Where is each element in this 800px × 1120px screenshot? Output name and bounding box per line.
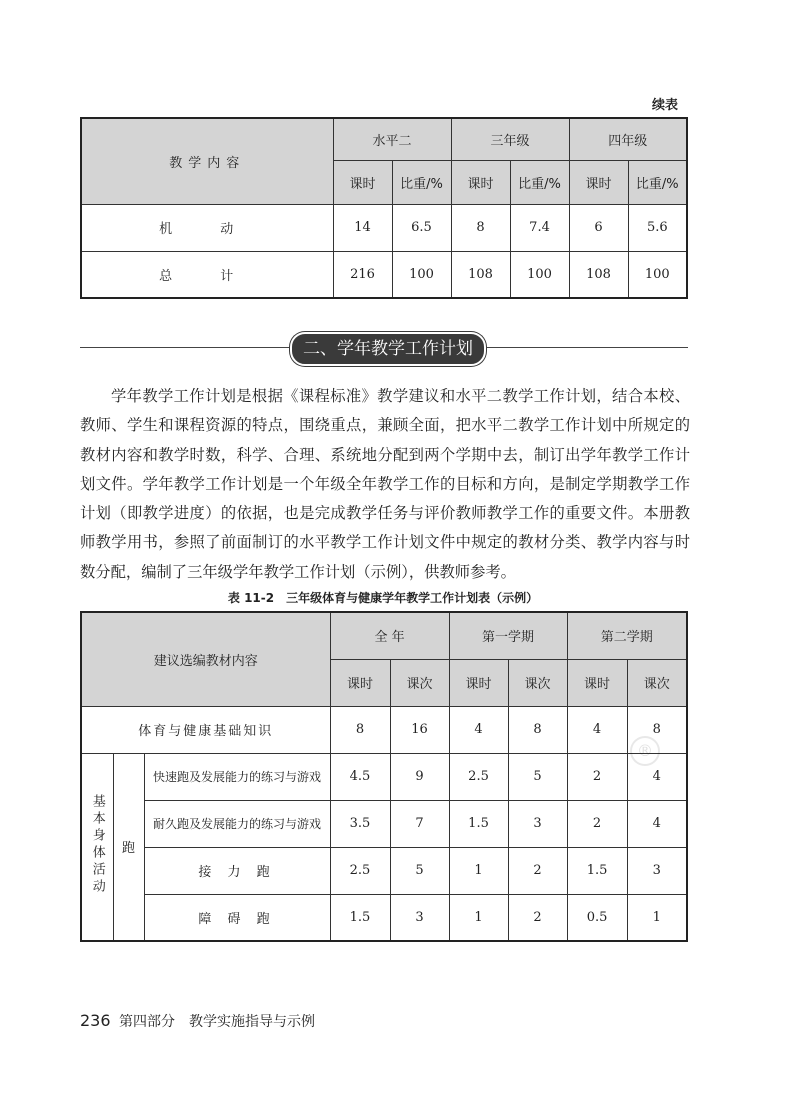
- cell: 216: [333, 251, 392, 298]
- cell: 108: [451, 251, 510, 298]
- row-label: 接 力 跑: [144, 847, 330, 894]
- cell: 7: [390, 800, 449, 847]
- cell: 7.4: [510, 204, 569, 251]
- cell: 108: [569, 251, 628, 298]
- cell: 1.5: [567, 847, 627, 894]
- cell: 8: [451, 204, 510, 251]
- cell: 5.6: [628, 204, 687, 251]
- cell: 1.5: [449, 800, 508, 847]
- cell: 4: [627, 753, 687, 800]
- table2-row-header: 建议选编教材内容: [81, 612, 330, 706]
- section-title: 二、学年教学工作计划: [290, 332, 486, 366]
- cell: 4: [449, 706, 508, 753]
- cell: 2: [508, 847, 567, 894]
- cell: 2: [508, 894, 567, 941]
- cell: 8: [627, 706, 687, 753]
- cell: 4: [627, 800, 687, 847]
- cell: 0.5: [567, 894, 627, 941]
- cell: 2: [567, 753, 627, 800]
- table2-group-header: 全 年: [330, 612, 449, 659]
- cell: 8: [508, 706, 567, 753]
- table1-group-header: 三年级: [451, 118, 569, 160]
- cell: 1: [627, 894, 687, 941]
- row-label: 机 动: [81, 204, 333, 251]
- row-label: 快速跑及发展能力的练习与游戏: [144, 753, 330, 800]
- page-number: 236: [80, 1011, 111, 1030]
- continued-label: 续表: [652, 98, 679, 113]
- cell: 4.5: [330, 753, 390, 800]
- category-cell: [81, 753, 113, 941]
- cell: 1.5: [330, 894, 390, 941]
- table1-sub-header: 比重/%: [392, 160, 451, 204]
- cell: 5: [390, 847, 449, 894]
- cell: 5: [508, 753, 567, 800]
- table1-group-header: 四年级: [569, 118, 687, 160]
- cell: 100: [392, 251, 451, 298]
- cell: 1: [449, 847, 508, 894]
- cell: 9: [390, 753, 449, 800]
- table-continued: [80, 117, 688, 299]
- cell: 100: [510, 251, 569, 298]
- table2-sub-header: 课时: [567, 659, 627, 706]
- table-row: [81, 204, 687, 251]
- cell: 2: [567, 800, 627, 847]
- cell: 2.5: [330, 847, 390, 894]
- subcategory-cell: 跑: [113, 753, 144, 941]
- table-caption: 表 11-2 三年级体育与健康学年教学工作计划表（示例）: [227, 591, 539, 605]
- table-row: [81, 800, 687, 847]
- table2-sub-header: 课时: [330, 659, 390, 706]
- cell: 16: [390, 706, 449, 753]
- table2-sub-header: 课次: [508, 659, 567, 706]
- cell: 14: [333, 204, 392, 251]
- table-annual-plan: [80, 611, 688, 942]
- table-row: [81, 753, 687, 800]
- row-label: 总 计: [81, 251, 333, 298]
- table1-sub-header: 课时: [569, 160, 628, 204]
- cell: 3: [508, 800, 567, 847]
- cell: 6: [569, 204, 628, 251]
- body-paragraph: 学年教学工作计划是根据《课程标准》教学建议和水平二教学工作计划，结合本校、教师、学生和课程资源的特点，围绕重点，兼顾全面，把水平二教学工作计划中所规定的教材内容和教学时数，科学、合理、系统地分配到两个学期中去，制订出学年教学工作计划文件。学年教学工作计划是一个年级全年教学工作的目标和方向，是制定学期教学工作计划（即教学进度）的依据，也是完成教学任务与评价教师教学工作的重要文件。本册教师教学用书，参照了前面制订的水平教学工作计划文件中规定的教材分类、教学内容与时数分配，编制了三年级学年教学工作计划（示例），供教师参考。: [80, 387, 690, 581]
- row-label: 体育与健康基础知识: [81, 706, 330, 753]
- cell: 6.5: [392, 204, 451, 251]
- table2-sub-header: 课次: [627, 659, 687, 706]
- cell: 3.5: [330, 800, 390, 847]
- table2-sub-header: 课次: [390, 659, 449, 706]
- table1-sub-header: 比重/%: [510, 160, 569, 204]
- table2-group-header: 第二学期: [567, 612, 687, 659]
- table2-group-header: 第一学期: [449, 612, 567, 659]
- cell: 100: [628, 251, 687, 298]
- cell: 1: [449, 894, 508, 941]
- cell: 2.5: [449, 753, 508, 800]
- registered-mark-watermark: ®: [630, 736, 660, 766]
- cell: 4: [567, 706, 627, 753]
- footer-section-text: 第四部分 教学实施指导与示例: [119, 1014, 315, 1030]
- table1-row-header: 教学内容: [81, 118, 333, 204]
- table-row: [81, 847, 687, 894]
- table1-sub-header: 课时: [333, 160, 392, 204]
- row-label: 耐久跑及发展能力的练习与游戏: [144, 800, 330, 847]
- table-row: [81, 706, 687, 753]
- cell: 3: [627, 847, 687, 894]
- cell: 8: [330, 706, 390, 753]
- page-footer: [80, 1011, 315, 1031]
- table-row: [81, 894, 687, 941]
- table1-sub-header: 比重/%: [628, 160, 687, 204]
- cell: 3: [390, 894, 449, 941]
- table2-sub-header: 课时: [449, 659, 508, 706]
- table-row: [81, 251, 687, 298]
- row-label: 障 碍 跑: [144, 894, 330, 941]
- table1-sub-header: 课时: [451, 160, 510, 204]
- category-label: 基本身体活动: [89, 793, 105, 896]
- table1-group-header: 水平二: [333, 118, 451, 160]
